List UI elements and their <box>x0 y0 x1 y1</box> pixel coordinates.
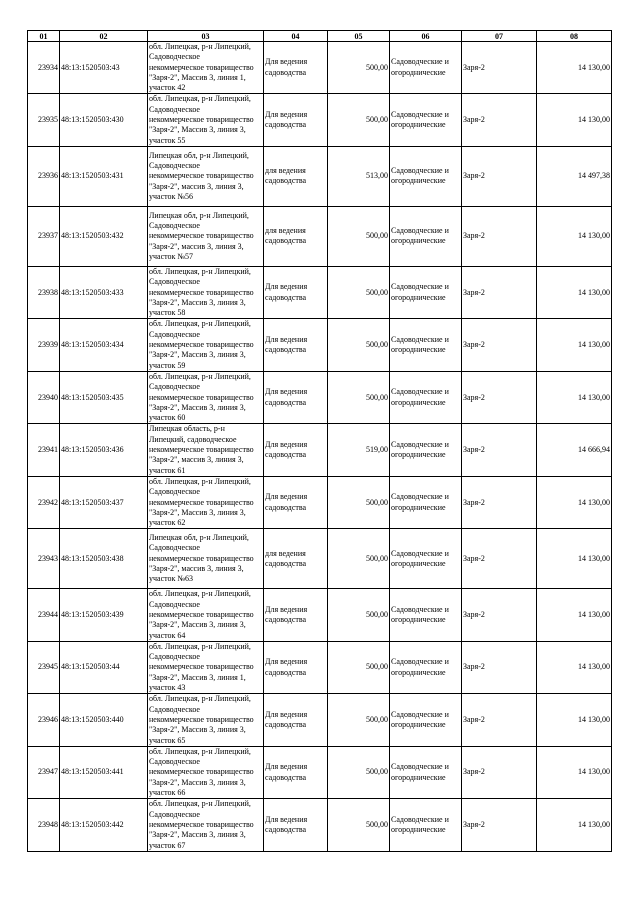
cell-record-number: 23944 <box>28 589 60 641</box>
table-row <box>28 206 612 266</box>
cell-cadastral-value: 14 130,00 <box>537 799 612 851</box>
column-header: 04 <box>264 31 328 42</box>
cell-cadastral-value: 14 130,00 <box>537 94 612 146</box>
cell-category: Садоводческие и огороднические <box>390 206 462 266</box>
cell-cadastral-number: 48:13:1520503:432 <box>60 206 148 266</box>
cell-category: Садоводческие и огороднические <box>390 42 462 94</box>
cell-area: 500,00 <box>328 319 390 371</box>
cell-permitted-use: Для ведения садоводства <box>264 746 328 798</box>
cell-record-number: 23947 <box>28 746 60 798</box>
cell-record-number: 23935 <box>28 94 60 146</box>
cell-association-name: Заря-2 <box>462 694 537 746</box>
cell-category: Садоводческие и огороднические <box>390 641 462 693</box>
cell-area: 513,00 <box>328 146 390 206</box>
cell-cadastral-number: 48:13:1520503:434 <box>60 319 148 371</box>
table-row <box>28 146 612 206</box>
cell-address: обл. Липецкая, р-н Липецкий, Садоводческое некоммерческое товарищество "Заря-2", Массив 3, линия 3, участок 62 <box>148 476 264 528</box>
cell-association-name: Заря-2 <box>462 424 537 476</box>
cell-cadastral-value: 14 130,00 <box>537 42 612 94</box>
cell-record-number: 23934 <box>28 42 60 94</box>
cell-address: Липецкая обл, р-н Липецкий, Садоводческое некоммерческое товарищество "Заря-2", массив 3, линия 3, участок №57 <box>148 206 264 266</box>
cell-address: обл. Липецкая, р-н Липецкий, Садоводческое некоммерческое товарищество "Заря-2", Массив 3, линия 3, участок 67 <box>148 799 264 851</box>
cell-category: Садоводческие и огороднические <box>390 476 462 528</box>
cell-area: 500,00 <box>328 94 390 146</box>
table-row <box>28 371 612 423</box>
cell-cadastral-value: 14 130,00 <box>537 476 612 528</box>
cell-cadastral-number: 48:13:1520503:442 <box>60 799 148 851</box>
table-row <box>28 424 612 476</box>
cell-address: обл. Липецкая, р-н Липецкий, Садоводческое некоммерческое товарищество "Заря-2", Массив 3, линия 1, участок 42 <box>148 42 264 94</box>
cell-association-name: Заря-2 <box>462 206 537 266</box>
column-header: 01 <box>28 31 60 42</box>
cell-permitted-use: Для ведения садоводства <box>264 42 328 94</box>
cell-area: 500,00 <box>328 206 390 266</box>
cell-association-name: Заря-2 <box>462 94 537 146</box>
cell-record-number: 23943 <box>28 529 60 589</box>
cell-cadastral-number: 48:13:1520503:44 <box>60 641 148 693</box>
cell-category: Садоводческие и огороднические <box>390 94 462 146</box>
column-header: 06 <box>390 31 462 42</box>
cell-permitted-use: Для ведения садоводства <box>264 589 328 641</box>
cell-category: Садоводческие и огороднические <box>390 319 462 371</box>
cell-record-number: 23941 <box>28 424 60 476</box>
table-row <box>28 266 612 318</box>
cell-address: Липецкая обл, р-н Липецкий, Садоводческое некоммерческое товарищество "Заря-2", массив 3, линия 3, участок №63 <box>148 529 264 589</box>
table-row <box>28 589 612 641</box>
cell-permitted-use: для ведения садоводства <box>264 146 328 206</box>
table-header-row <box>28 31 612 42</box>
cell-cadastral-number: 48:13:1520503:435 <box>60 371 148 423</box>
cell-permitted-use: Для ведения садоводства <box>264 694 328 746</box>
cell-cadastral-number: 48:13:1520503:431 <box>60 146 148 206</box>
cell-category: Садоводческие и огороднические <box>390 694 462 746</box>
cell-area: 500,00 <box>328 589 390 641</box>
cell-cadastral-number: 48:13:1520503:43 <box>60 42 148 94</box>
table-row <box>28 476 612 528</box>
cell-record-number: 23945 <box>28 641 60 693</box>
cell-cadastral-number: 48:13:1520503:430 <box>60 94 148 146</box>
cell-category: Садоводческие и огороднические <box>390 424 462 476</box>
cell-category: Садоводческие и огороднические <box>390 266 462 318</box>
cell-cadastral-value: 14 130,00 <box>537 694 612 746</box>
cell-permitted-use: Для ведения садоводства <box>264 641 328 693</box>
cell-association-name: Заря-2 <box>462 371 537 423</box>
cell-category: Садоводческие и огороднические <box>390 589 462 641</box>
cell-cadastral-number: 48:13:1520503:433 <box>60 266 148 318</box>
cell-cadastral-value: 14 130,00 <box>537 746 612 798</box>
cell-area: 500,00 <box>328 476 390 528</box>
cell-association-name: Заря-2 <box>462 589 537 641</box>
cell-category: Садоводческие и огороднические <box>390 529 462 589</box>
cell-permitted-use: Для ведения садоводства <box>264 319 328 371</box>
column-header: 03 <box>148 31 264 42</box>
table-row <box>28 319 612 371</box>
cell-category: Садоводческие и огороднические <box>390 799 462 851</box>
land-plots-table <box>27 30 612 852</box>
cell-permitted-use: для ведения садоводства <box>264 206 328 266</box>
cell-permitted-use: Для ведения садоводства <box>264 424 328 476</box>
cell-cadastral-number: 48:13:1520503:440 <box>60 694 148 746</box>
cell-permitted-use: Для ведения садоводства <box>264 94 328 146</box>
cell-cadastral-value: 14 130,00 <box>537 641 612 693</box>
cell-record-number: 23939 <box>28 319 60 371</box>
cell-cadastral-number: 48:13:1520503:436 <box>60 424 148 476</box>
table-row <box>28 799 612 851</box>
cell-area: 500,00 <box>328 799 390 851</box>
cell-address: обл. Липецкая, р-н Липецкий, Садоводческое некоммерческое товарищество "Заря-2", Массив 3, линия 3, участок 58 <box>148 266 264 318</box>
cell-association-name: Заря-2 <box>462 746 537 798</box>
cell-cadastral-value: 14 130,00 <box>537 319 612 371</box>
cell-address: обл. Липецкая, р-н Липецкий, Садоводческое некоммерческое товарищество "Заря-2", Массив 3, линия 3, участок 64 <box>148 589 264 641</box>
cell-cadastral-value: 14 130,00 <box>537 206 612 266</box>
cell-address: обл. Липецкая, р-н Липецкий, Садоводческое некоммерческое товарищество "Заря-2", Массив 3, линия 3, участок 59 <box>148 319 264 371</box>
cell-association-name: Заря-2 <box>462 476 537 528</box>
cell-address: обл. Липецкая, р-н Липецкий, Садоводческое некоммерческое товарищество "Заря-2", Массив 3, линия 3, участок 66 <box>148 746 264 798</box>
cell-association-name: Заря-2 <box>462 146 537 206</box>
cell-permitted-use: Для ведения садоводства <box>264 266 328 318</box>
cell-address: Липецкая обл, р-н Липецкий, Садоводческое некоммерческое товарищество "Заря-2", массив 3, линия 3, участок №56 <box>148 146 264 206</box>
cell-record-number: 23937 <box>28 206 60 266</box>
table-row <box>28 42 612 94</box>
cell-cadastral-value: 14 497,38 <box>537 146 612 206</box>
cell-association-name: Заря-2 <box>462 799 537 851</box>
cell-record-number: 23936 <box>28 146 60 206</box>
cell-record-number: 23946 <box>28 694 60 746</box>
cell-association-name: Заря-2 <box>462 266 537 318</box>
cell-association-name: Заря-2 <box>462 319 537 371</box>
cell-area: 500,00 <box>328 746 390 798</box>
table-body <box>28 42 612 852</box>
cell-record-number: 23942 <box>28 476 60 528</box>
table-row <box>28 746 612 798</box>
cell-area: 519,00 <box>328 424 390 476</box>
cell-cadastral-value: 14 130,00 <box>537 529 612 589</box>
cell-cadastral-number: 48:13:1520503:441 <box>60 746 148 798</box>
cell-cadastral-value: 14 130,00 <box>537 266 612 318</box>
cell-permitted-use: Для ведения садоводства <box>264 476 328 528</box>
table-row <box>28 641 612 693</box>
table-row <box>28 94 612 146</box>
cell-record-number: 23948 <box>28 799 60 851</box>
table-row <box>28 694 612 746</box>
cell-category: Садоводческие и огороднические <box>390 746 462 798</box>
cell-cadastral-value: 14 666,94 <box>537 424 612 476</box>
cell-category: Садоводческие и огороднические <box>390 371 462 423</box>
table-row <box>28 529 612 589</box>
cell-permitted-use: Для ведения садоводства <box>264 799 328 851</box>
cell-association-name: Заря-2 <box>462 641 537 693</box>
cell-address: обл. Липецкая, р-н Липецкий, Садоводческое некоммерческое товарищество "Заря-2", Массив 3, линия 3, участок 65 <box>148 694 264 746</box>
cell-address: обл. Липецкая, р-н Липецкий, Садоводческое некоммерческое товарищество "Заря-2", Массив 3, линия 1, участок 43 <box>148 641 264 693</box>
cell-association-name: Заря-2 <box>462 529 537 589</box>
cell-association-name: Заря-2 <box>462 42 537 94</box>
cell-area: 500,00 <box>328 694 390 746</box>
cell-address: обл. Липецкая, р-н Липецкий, Садоводческое некоммерческое товарищество "Заря-2", Массив 3, линия 3, участок 55 <box>148 94 264 146</box>
cell-cadastral-number: 48:13:1520503:438 <box>60 529 148 589</box>
cell-address: Липецкая область, р-н Липецкий, садоводческое некоммерческое товарищество "Заря-2", массив 3, линия 3, участок 61 <box>148 424 264 476</box>
column-header: 02 <box>60 31 148 42</box>
cell-category: Садоводческие и огороднические <box>390 146 462 206</box>
cell-area: 500,00 <box>328 266 390 318</box>
cell-permitted-use: Для ведения садоводства <box>264 371 328 423</box>
cell-cadastral-value: 14 130,00 <box>537 589 612 641</box>
cell-area: 500,00 <box>328 641 390 693</box>
cell-cadastral-value: 14 130,00 <box>537 371 612 423</box>
cell-cadastral-number: 48:13:1520503:439 <box>60 589 148 641</box>
cell-area: 500,00 <box>328 529 390 589</box>
cell-record-number: 23940 <box>28 371 60 423</box>
cell-area: 500,00 <box>328 42 390 94</box>
cell-cadastral-number: 48:13:1520503:437 <box>60 476 148 528</box>
cell-address: обл. Липецкая, р-н Липецкий, Садоводческое некоммерческое товарищество "Заря-2", Массив 3, линия 3, участок 60 <box>148 371 264 423</box>
column-header: 07 <box>462 31 537 42</box>
column-header: 05 <box>328 31 390 42</box>
cell-record-number: 23938 <box>28 266 60 318</box>
cell-area: 500,00 <box>328 371 390 423</box>
column-header: 08 <box>537 31 612 42</box>
cell-permitted-use: для ведения садоводства <box>264 529 328 589</box>
